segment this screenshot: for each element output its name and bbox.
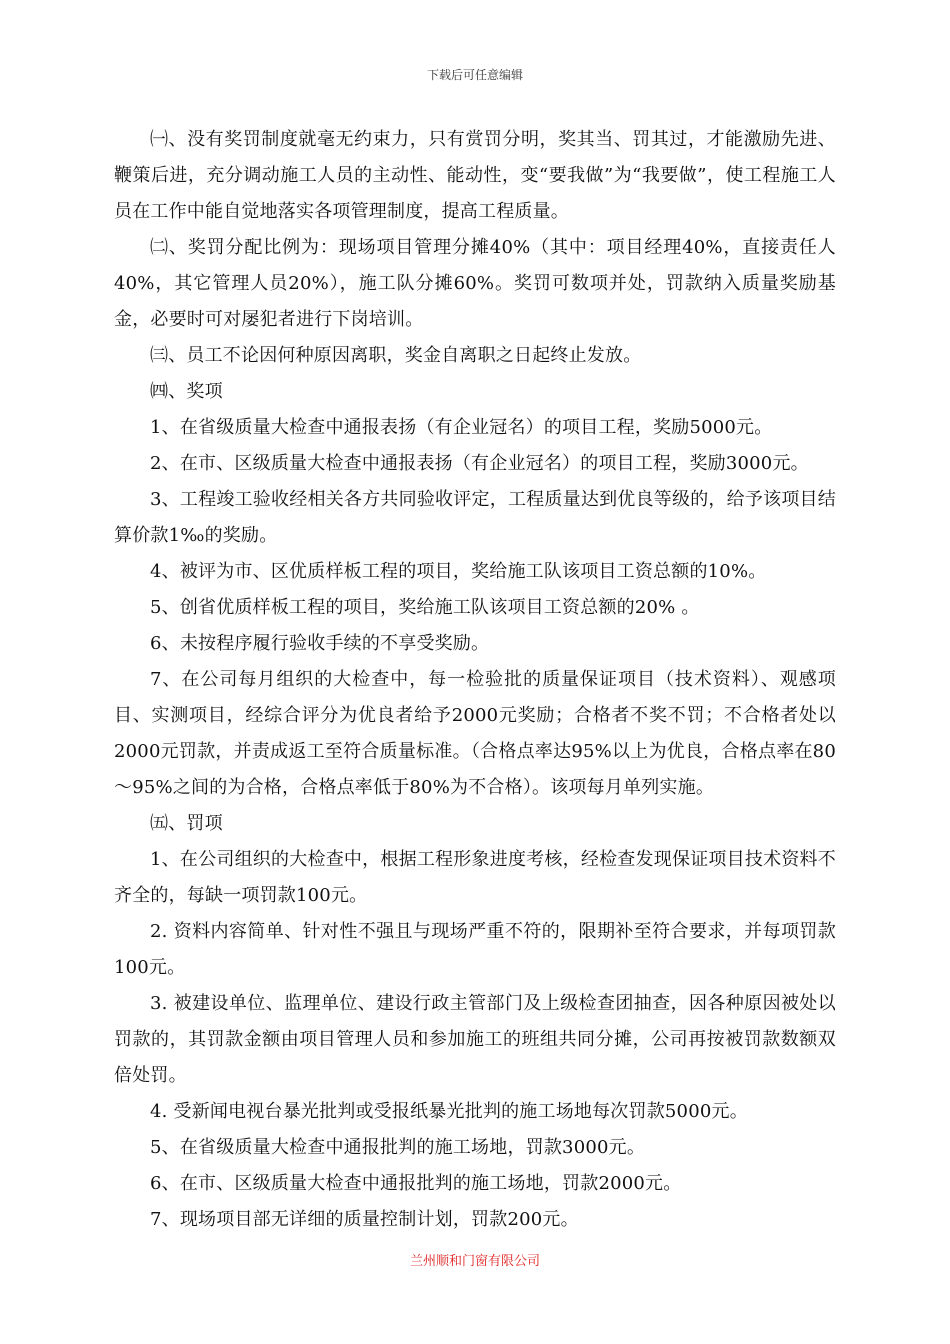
reward-item-2: 2、在市、区级质量大检查中通报表扬（有企业冠名）的项目工程，奖励3000元。: [150, 453, 809, 474]
penalty-item-2: 2. 资料内容简单、针对性不强且与现场严重不符的，限期补至符合要求，并每项罚款100元。: [114, 921, 836, 978]
penalty-item-7: 7、现场项目部无详细的质量控制计划，罚款200元。: [150, 1209, 579, 1230]
penalty-item-4: 4. 受新闻电视台暴光批判或受报纸暴光批判的施工场地每次罚款5000元。: [150, 1101, 748, 1122]
paragraph-3: ㈢、员工不论因何种原因离职，奖金自离职之日起终止发放。: [150, 345, 642, 366]
penalty-item-6: 6、在市、区级质量大检查中通报批判的施工场地，罚款2000元。: [150, 1173, 682, 1194]
page-footer-company: 兰州顺和门窗有限公司: [409, 1254, 540, 1269]
paragraph-1: ㈠、没有奖罚制度就毫无约束力，只有赏罚分明，奖其当、罚其过，才能激励先进、鞭策后进，充分调动施工人员的主动性、能动性，变“要我做”为“我要做”，使工程施工人员在工作中能自觉地落实各项管理制度，提高工程质量。: [114, 129, 836, 222]
reward-item-3: 3、工程竣工验收经相关各方共同验收评定，工程质量达到优良等级的，给予该项目结算价款1‰的奖励。: [114, 489, 836, 546]
page-header: 下载后可任意编辑: [426, 68, 523, 82]
penalty-item-1: 1、在公司组织的大检查中，根据工程形象进度考核，经检查发现保证项目技术资料不齐全的，每缺一项罚款100元。: [114, 849, 836, 906]
section-heading-rewards: ㈣、奖项: [150, 381, 223, 402]
section-heading-penalties: ㈤、罚项: [150, 813, 223, 834]
penalty-item-3: 3. 被建设单位、监理单位、建设行政主管部门及上级检查团抽查，因各种原因被处以罚款的，其罚款金额由项目管理人员和参加施工的班组共同分摊，公司再按被罚款数额双倍处罚。: [114, 993, 836, 1086]
reward-item-1: 1、在省级质量大检查中通报表扬（有企业冠名）的项目工程，奖励5000元。: [150, 417, 773, 438]
reward-item-4: 4、被评为市、区优质样板工程的项目，奖给施工队该项目工资总额的10%。: [150, 561, 767, 582]
paragraph-2: ㈡、奖罚分配比例为：现场项目管理分摊40%（其中：项目经理40%，直接责任人40%，其它管理人员20%），施工队分摊60%。奖罚可数项并处，罚款纳入质量奖励基金，必要时可对屡犯者进行下岗培训。: [114, 237, 836, 330]
document-body: [114, 122, 836, 1238]
reward-item-6: 6、未按程序履行验收手续的不享受奖励。: [150, 633, 490, 654]
reward-item-5: 5、创省优质样板工程的项目，奖给施工队该项目工资总额的20% 。: [150, 597, 700, 618]
reward-item-7: 7、在公司每月组织的大检查中，每一检验批的质量保证项目（技术资料）、观感项目、实测项目，经综合评分为优良者给予2000元奖励；合格者不奖不罚；不合格者处以2000元罚款，并责成返工至符合质量标准。（合格点率达95%以上为优良，合格点率在80～95%之间的为合格，合格点率低于80%为不合格）。该项每月单列实施。: [114, 669, 836, 798]
penalty-item-5: 5、在省级质量大检查中通报批判的施工场地，罚款3000元。: [150, 1137, 646, 1158]
